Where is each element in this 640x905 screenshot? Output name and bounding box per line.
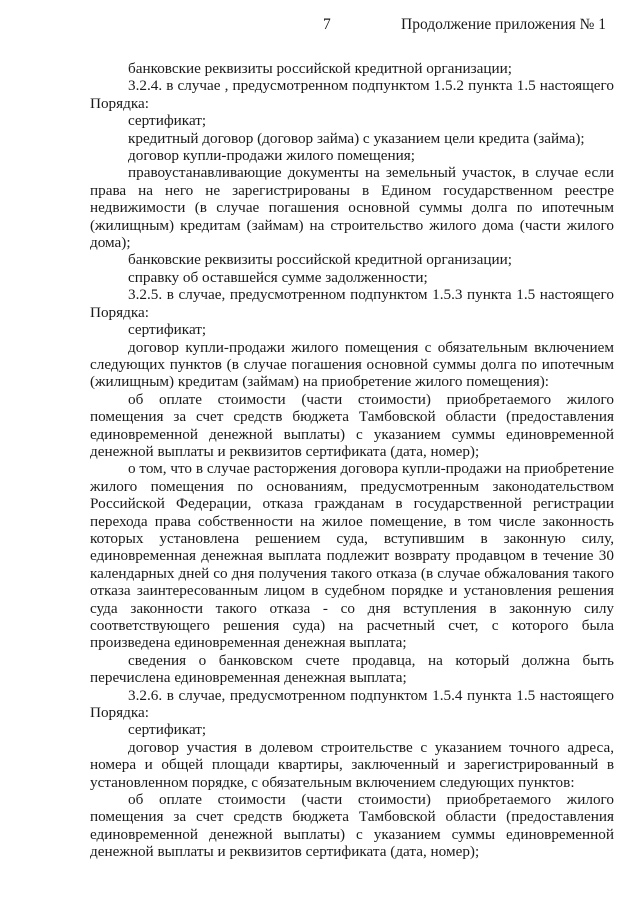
page-header [0, 10, 640, 36]
paragraph: кредитный договор (договор займа) с указанием цели кредита (займа); [128, 129, 585, 147]
page-number: 7 [323, 16, 331, 33]
paragraph: банковские реквизиты российской кредитной организации; [128, 60, 513, 77]
paragraph: правоустанавливающие документы на земельный участок, в случае если права на него не зарегистрированы в Едином государственном реестре недвижимости (в случае погашения основной суммы долга по ипотечным (жилищным) кредитам (займам) на строительство жилого дома (части жилого дома); [90, 164, 614, 252]
paragraph: об оплате стоимости (части стоимости) приобретаемого жилого помещения за счет средств бюджета Тамбовской области (предоставления единовременной денежной выплаты) с указанием суммы единовременной денежной выплаты и реквизитов сертификата (дата, номер); [90, 791, 614, 861]
appendix-continuation-note: Продолжение приложения № 1 [401, 16, 606, 33]
clause-heading: 3.2.5. в случае, предусмотренном подпунктом 1.5.3 пункта 1.5 настоящего Порядка: [90, 286, 614, 321]
paragraph: сведения о банковском счете продавца, на который должна быть перечислена единовременная денежная выплата; [90, 651, 614, 687]
paragraph: договор купли-продажи жилого помещения; [128, 147, 415, 165]
paragraph: сертификат; [128, 321, 207, 339]
paragraph: об оплате стоимости (части стоимости) приобретаемого жилого помещения за счет средств бюджета Тамбовской области (предоставления единовременной денежной выплаты) с указанием суммы единовременной денежной выплаты и реквизитов сертификата (дата, номер); [90, 390, 614, 460]
paragraph: справку об оставшейся сумме задолженности; [128, 268, 428, 286]
paragraph: о том, что в случае расторжения договора купли-продажи на приобретение жилого помещения по основаниям, предусмотренным законодательством Российской Федерации, отказа гражданам в государственной регистрации перехода права собственности на жилое помещение, в том числе законность которых установлена решением суда, вступившим в законную силу, единовременная денежная выплата подлежит возврату продавцом в течение 30 календарных дней со дня получения такого отказа (в случае обжалования такого отказа заинтересованным лицом в судебном порядке и установления решения суда законности такого отказа - со дня вступления в законную силу соответствующего решения суда) на расчетный счет, с которого была произведена единовременная денежная выплата; [90, 460, 614, 652]
paragraph: сертификат; [128, 721, 207, 739]
paragraph: договор купли-продажи жилого помещения с обязательным включением следующих пунктов (в случае погашения основной суммы долга по ипотечным (жилищным) кредитам (займам) на приобретение жилого помещения): [90, 338, 614, 391]
paragraph: сертификат; [128, 112, 207, 130]
document-body [90, 60, 614, 861]
clause-heading: 3.2.4. в случае , предусмотренном подпунктом 1.5.2 пункта 1.5 настоящего Порядка: [90, 77, 614, 112]
clause-heading: 3.2.6. в случае, предусмотренном подпунктом 1.5.4 пункта 1.5 настоящего Порядка: [90, 686, 614, 722]
paragraph: договор участия в долевом строительстве с указанием точного адреса, номера и общей площади квартиры, заключенный и зарегистрированный в установленном порядке, с обязательным включением следующих пунктов: [90, 738, 614, 791]
paragraph: банковские реквизиты российской кредитной организации; [128, 251, 513, 269]
